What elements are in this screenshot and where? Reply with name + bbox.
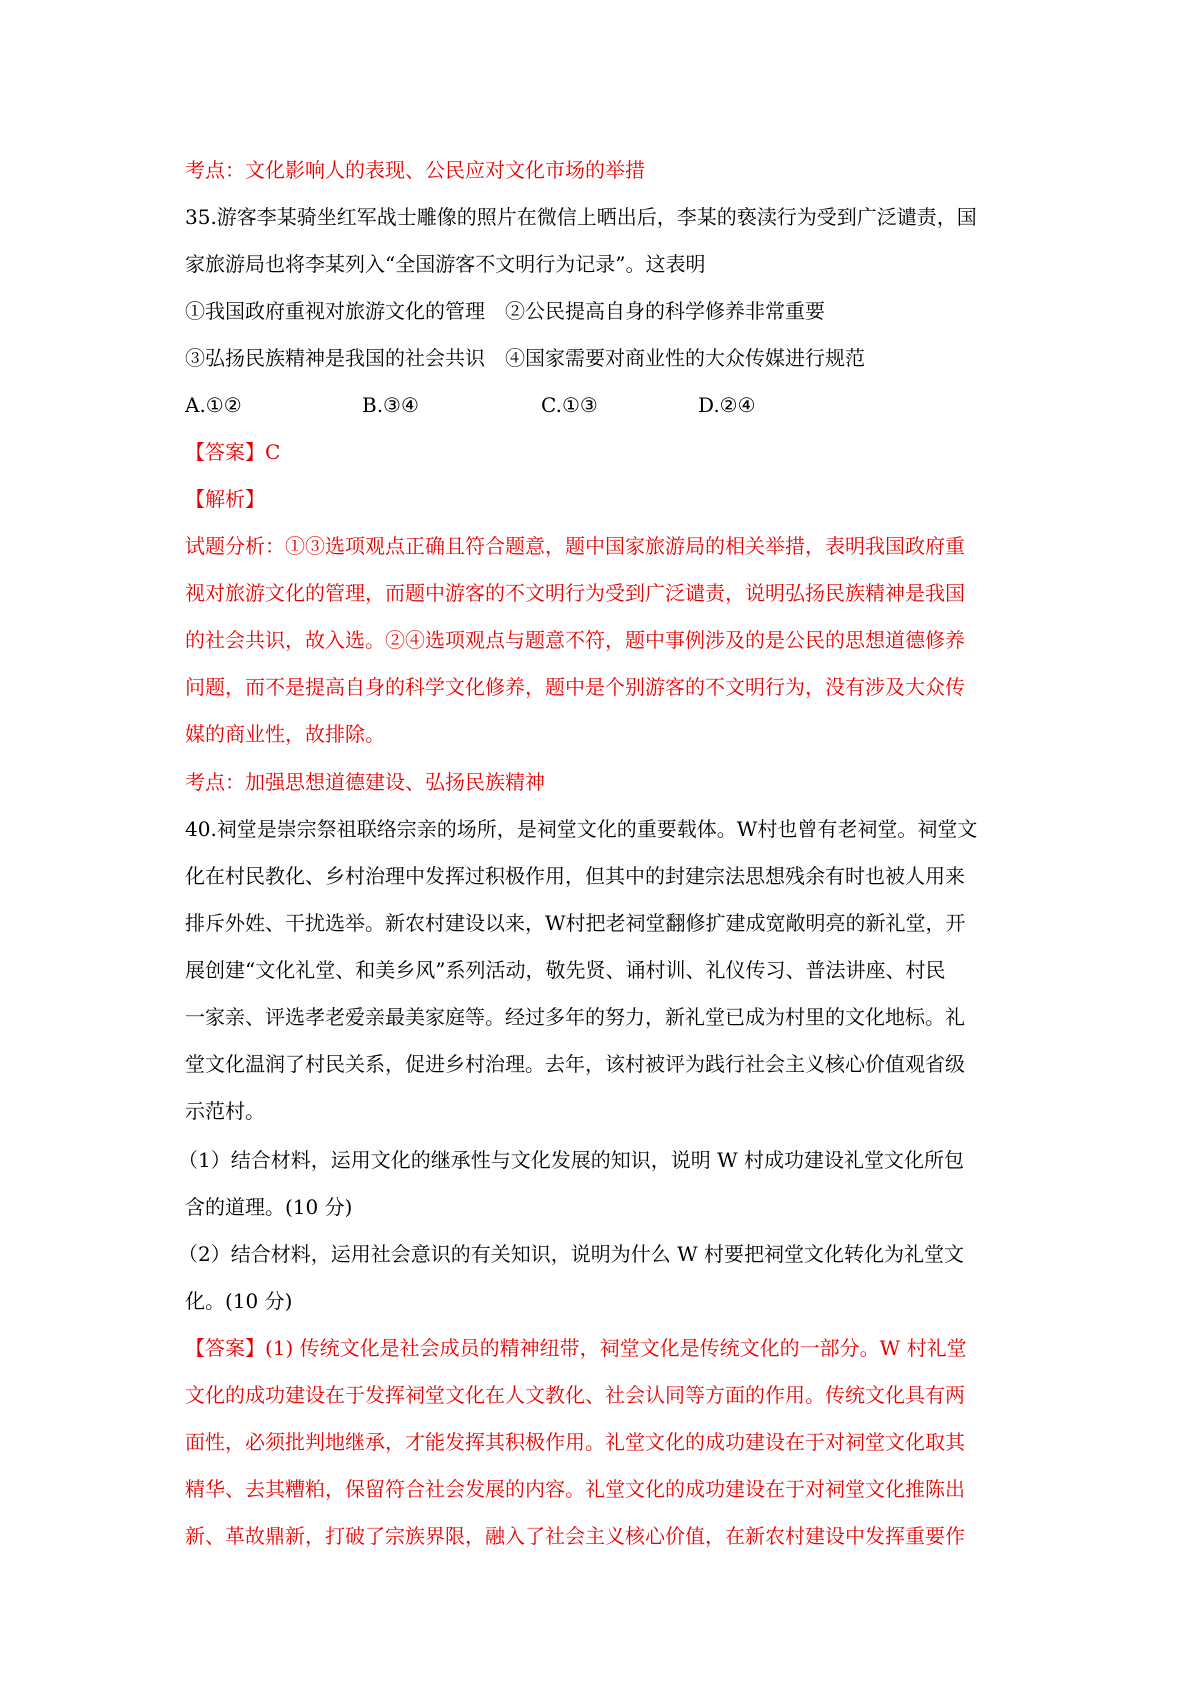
q40-sub1-line: 含的道理。(10 分)	[185, 1195, 353, 1219]
q35-jiexi-label: 【解析】	[185, 487, 265, 511]
q35-answer: 【答案】C	[185, 440, 281, 464]
q40-answer-line: 文化的成功建设在于发挥祠堂文化在人文教化、社会认同等方面的作用。传统文化具有两	[185, 1383, 965, 1407]
q40-sub1-line: （1）结合材料，运用文化的继承性与文化发展的知识，说明 W 村成功建设礼堂文化所包	[178, 1148, 964, 1172]
q35-analysis-line: 视对旅游文化的管理，而题中游客的不文明行为受到广泛谴责，说明弘扬民族精神是我国	[185, 581, 965, 605]
q35-statement-line: ①我国政府重视对旅游文化的管理 ②公民提高自身的科学修养非常重要	[185, 299, 825, 323]
q35-analysis-line: 试题分析：①③选项观点正确且符合题意，题中国家旅游局的相关举措，表明我国政府重	[185, 534, 965, 558]
q40-material-line: 展创建“文化礼堂、和美乡风”系列活动，敬先贤、诵村训、礼仪传习、普法讲座、村民	[185, 958, 946, 982]
q40-material-line: 排斥外姓、干扰选举。新农村建设以来，W村把老祠堂翻修扩建成宽敞明亮的新礼堂，开	[185, 911, 966, 935]
option-b: B.③④	[362, 393, 419, 417]
q40-material-line: 示范村。	[185, 1099, 265, 1123]
q35-options-row	[185, 381, 1025, 429]
q35-analysis-line: 问题，而不是提高自身的科学文化修养，题中是个别游客的不文明行为，没有涉及大众传	[185, 675, 965, 699]
q40-sub2-line: （2）结合材料，运用社会意识的有关知识，说明为什么 W 村要把祠堂文化转化为礼堂文	[178, 1242, 964, 1266]
option-d: D.②④	[698, 393, 756, 417]
q35-kaodian: 考点：加强思想道德建设、弘扬民族精神	[185, 770, 545, 794]
q35-analysis-line: 媒的商业性，故排除。	[185, 722, 385, 746]
q35-analysis-line: 的社会共识，故入选。②④选项观点与题意不符，题中事例涉及的是公民的思想道德修养	[185, 628, 965, 652]
q40-answer-line: 面性，必须批判地继承，才能发挥其积极作用。礼堂文化的成功建设在于对祠堂文化取其	[185, 1430, 965, 1454]
q40-answer-line: 精华、去其糟粕，保留符合社会发展的内容。礼堂文化的成功建设在于对祠堂文化推陈出	[185, 1477, 965, 1501]
option-a: A.①②	[185, 393, 242, 417]
q40-material-line: 40.祠堂是崇宗祭祖联络宗亲的场所，是祠堂文化的重要载体。W村也曾有老祠堂。祠堂文	[185, 817, 978, 841]
kaodian-line: 考点：文化影响人的表现、公民应对文化市场的举措	[185, 158, 645, 182]
option-c: C.①③	[541, 393, 598, 417]
q35-statement-line: ③弘扬民族精神是我国的社会共识 ④国家需要对商业性的大众传媒进行规范	[185, 346, 865, 370]
q40-material-line: 化在村民教化、乡村治理中发挥过积极作用，但其中的封建宗法思想残余有时也被人用来	[185, 864, 965, 888]
q40-sub2-line: 化。(10 分)	[185, 1289, 293, 1313]
q40-material-line: 一家亲、评选孝老爱亲最美家庭等。经过多年的努力，新礼堂已成为村里的文化地标。礼	[185, 1005, 965, 1029]
q35-stem-line: 35.游客李某骑坐红军战士雕像的照片在微信上晒出后，李某的亵渎行为受到广泛谴责，国	[185, 205, 977, 229]
q40-answer-line: 【答案】(1) 传统文化是社会成员的精神纽带，祠堂文化是传统文化的一部分。W 村礼堂	[185, 1336, 967, 1360]
q40-material-line: 堂文化温润了村民关系，促进乡村治理。去年，该村被评为践行社会主义核心价值观省级	[185, 1052, 965, 1076]
q35-stem-line: 家旅游局也将李某列入“全国游客不文明行为记录”。这表明	[185, 252, 706, 276]
q40-answer-line: 新、革故鼎新，打破了宗族界限，融入了社会主义核心价值，在新农村建设中发挥重要作	[185, 1524, 965, 1548]
